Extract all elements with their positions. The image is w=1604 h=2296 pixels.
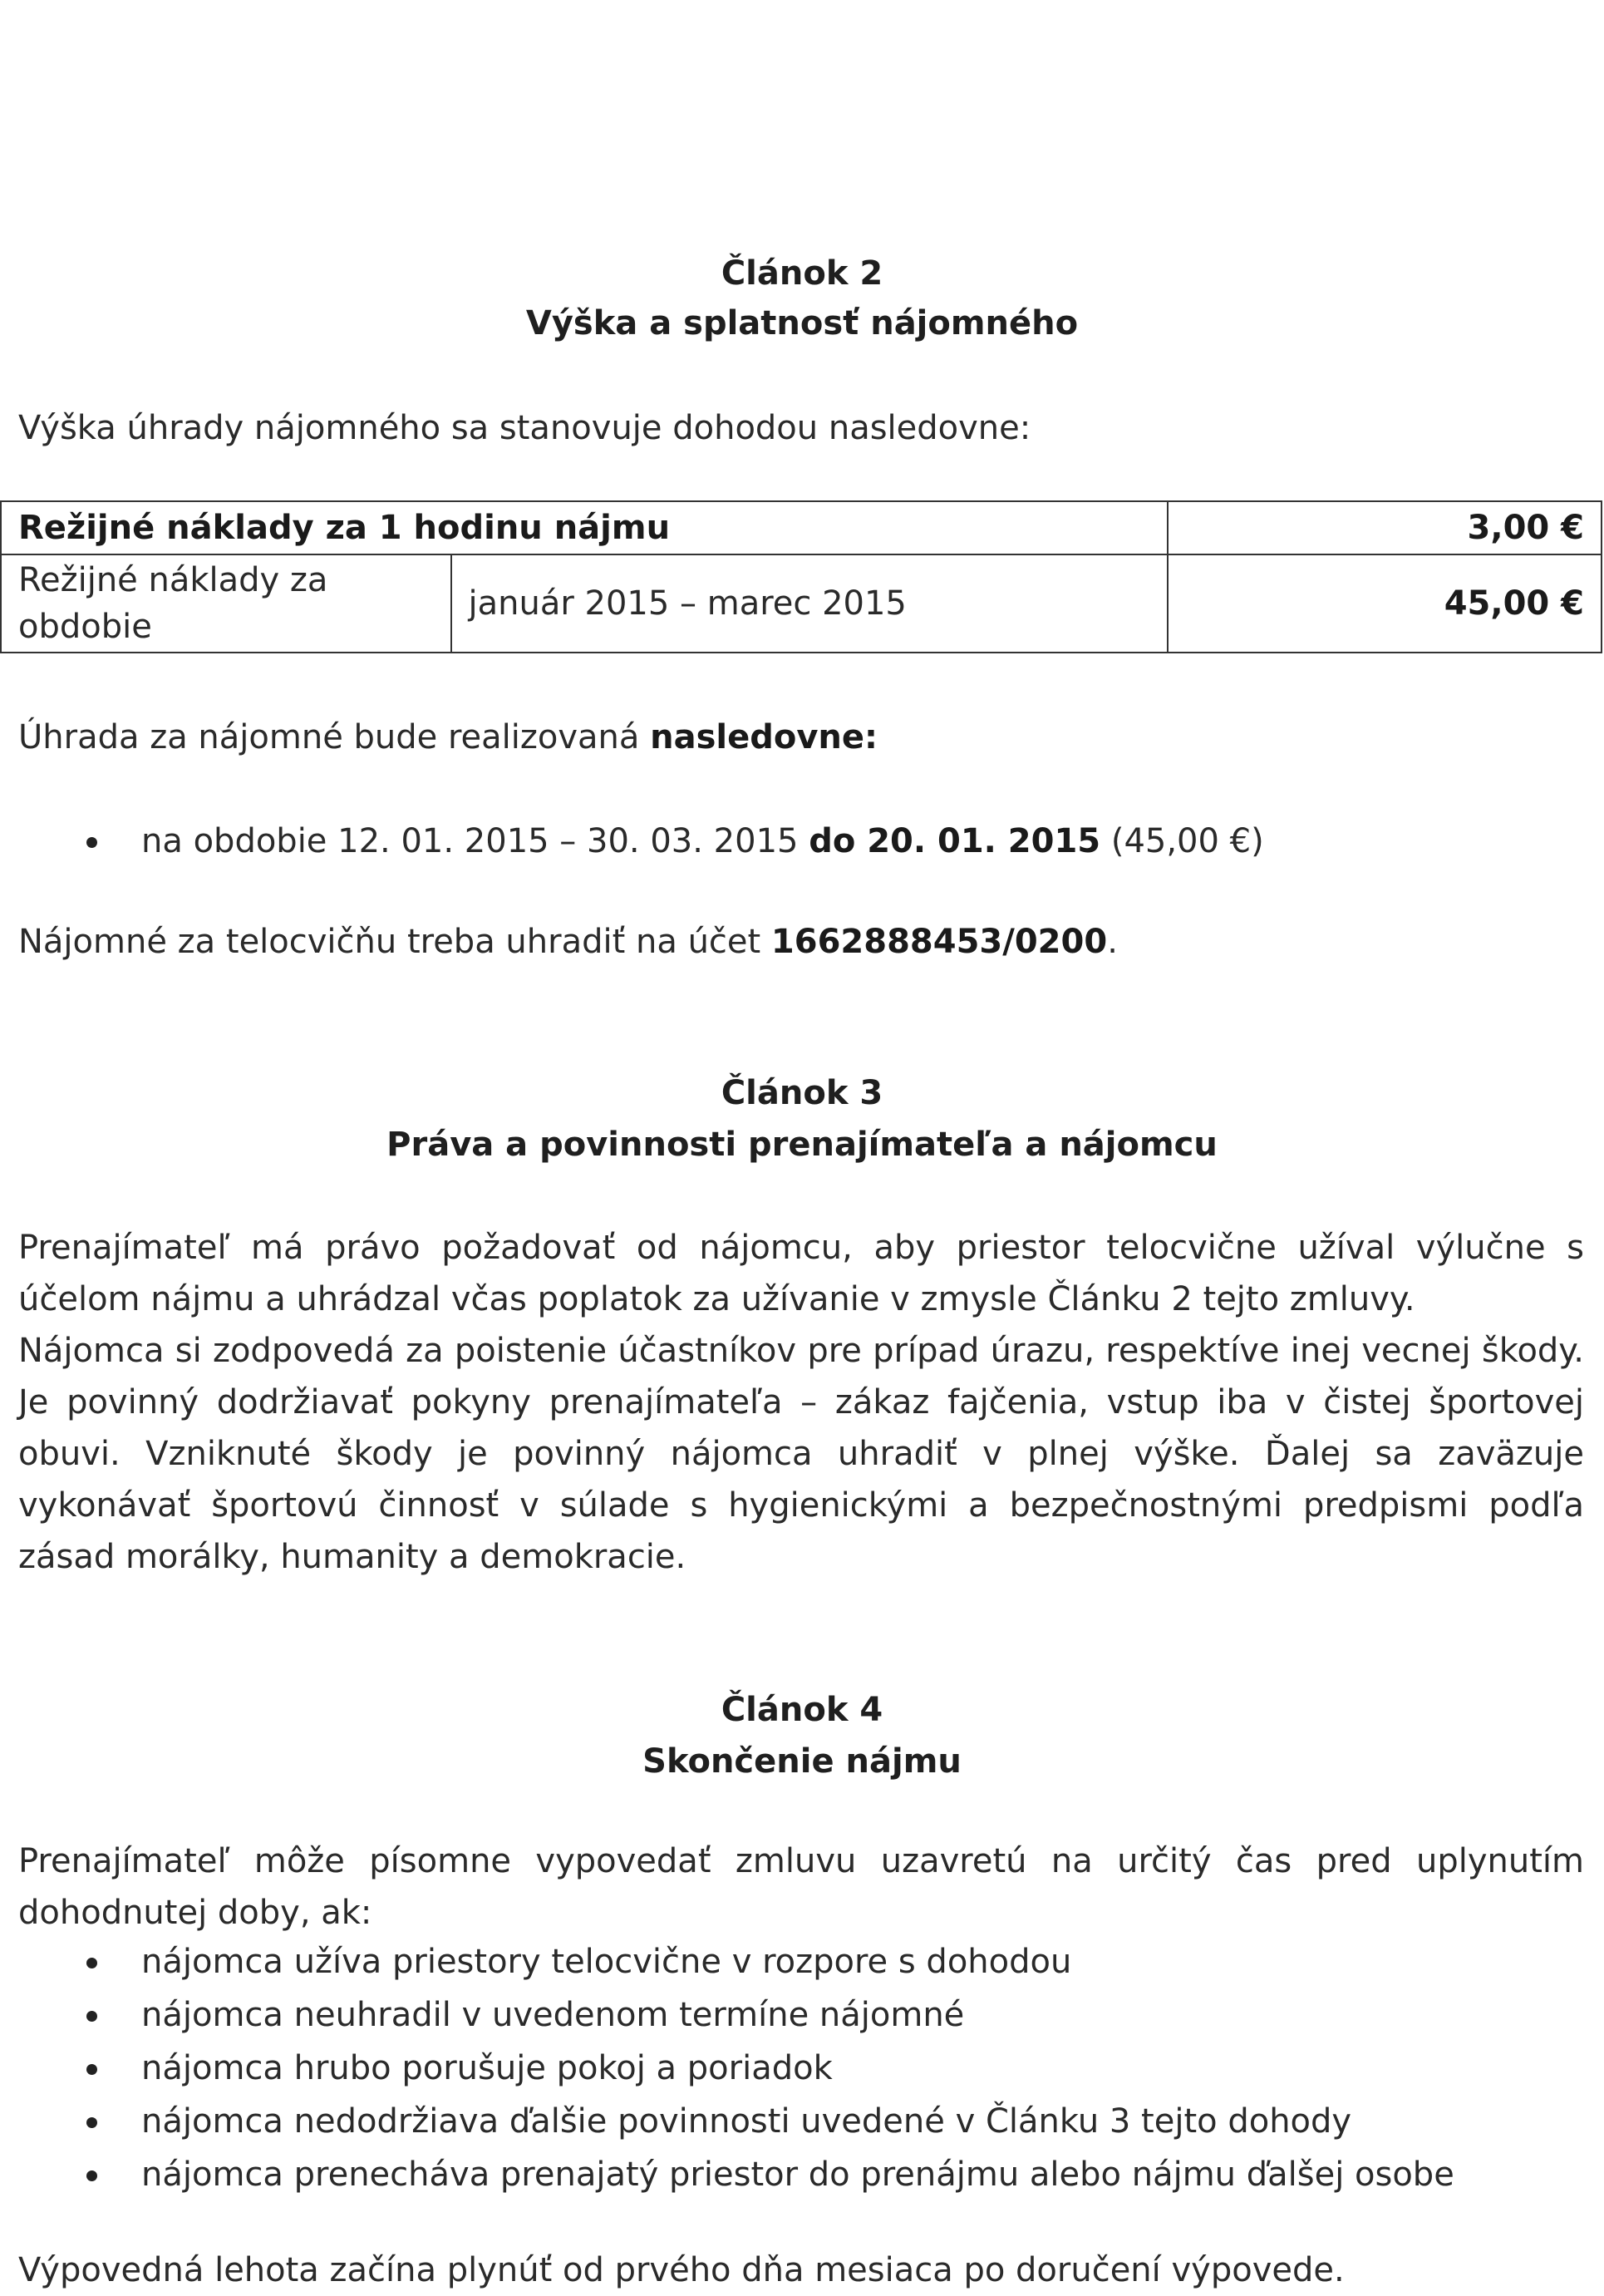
termination-reason-item bbox=[0, 1988, 1579, 2042]
termination-reason-text: nájomca užíva priestory telocvične v rozpore s dohodou bbox=[141, 1943, 1072, 1981]
fee-table-row-hourly bbox=[1, 501, 1602, 554]
termination-reason-item bbox=[0, 2042, 1579, 2095]
fee-table bbox=[0, 500, 1602, 653]
bullet-icon bbox=[86, 1958, 97, 1968]
payment-schedule-item bbox=[0, 815, 1579, 868]
account-line bbox=[18, 916, 1584, 968]
payment-intro-text: Úhrada za nájomné bude realizovaná bbox=[18, 718, 651, 756]
payment-period-text: na obdobie 12. 01. 2015 – 30. 03. 2015 bbox=[141, 822, 809, 860]
period-cost-amount: 45,00 € bbox=[1168, 554, 1602, 653]
termination-reason-text: nájomca neuhradil v uvedenom termíne nájomné bbox=[141, 1996, 965, 2034]
termination-reason-item bbox=[0, 1935, 1579, 1988]
article3-paragraph2: Nájomca si zodpovedá za poistenie účastníkov pre prípad úrazu, respektíve inej vecnej škody. Je povinný dodržiavať pokyny prenajímateľa – zákaz fajčenia, vstup iba v čistej športovej obuvi. Vzniknuté škody je povinný nájomca uhradiť v plnej výške. Ďalej sa zaväzuje vykonávať športovú činnosť v súlade s hygienickými a bezpečnostnými predpismi podľa zásad morálky, humanity a demokracie. bbox=[18, 1332, 1584, 1576]
bullet-icon bbox=[86, 837, 97, 848]
article4-subheading: Skončenie nájmu bbox=[642, 1742, 962, 1781]
termination-reason-text: nájomca hrubo porušuje pokoj a poriadok bbox=[141, 2049, 833, 2087]
payment-deadline: do 20. 01. 2015 bbox=[809, 822, 1101, 860]
hourly-cost-amount: 3,00 € bbox=[1168, 501, 1602, 554]
article4-heading: Článok 4 bbox=[721, 1691, 883, 1729]
bullet-icon bbox=[86, 2011, 97, 2022]
account-end: . bbox=[1107, 923, 1118, 961]
payment-amount-text: (45,00 €) bbox=[1100, 822, 1264, 860]
bullet-icon bbox=[86, 2170, 97, 2181]
article3-heading: Článok 3 bbox=[721, 1074, 883, 1112]
notice-period-text: Výpovedná lehota začína plynúť od prvého dňa mesiaca po doručení výpovede. bbox=[18, 2251, 1345, 2289]
account-number: 1662888453/0200 bbox=[770, 923, 1108, 961]
payment-intro bbox=[18, 712, 1584, 763]
article3-subheading: Práva a povinnosti prenajímateľa a nájomcu bbox=[386, 1126, 1218, 1164]
bullet-icon bbox=[86, 2117, 97, 2128]
bullet-icon bbox=[86, 2064, 97, 2075]
termination-reason-item bbox=[0, 2095, 1579, 2148]
article4-intro: Prenajímateľ môže písomne vypovedať zmluvu uzavretú na určitý čas pred uplynutím dohodnutej doby, ak: bbox=[18, 1842, 1584, 1932]
termination-reason-item bbox=[0, 2148, 1579, 2201]
article2-intro: Výška úhrady nájomného sa stanovuje dohodou nasledovne: bbox=[18, 409, 1031, 447]
article2-heading: Článok 2 bbox=[721, 254, 883, 293]
article3-paragraph1: Prenajímateľ má právo požadovať od nájomcu, aby priestor telocvične užíval výlučne s účelom nájmu a uhrádzal včas poplatok za užívanie v zmysle Článku 2 tejto zmluvy. bbox=[18, 1229, 1584, 1318]
termination-reason-text: nájomca nedodržiava ďalšie povinnosti uvedené v Článku 3 tejto dohody bbox=[141, 2102, 1352, 2141]
period-range: január 2015 – marec 2015 bbox=[451, 554, 1169, 653]
fee-table-row-period bbox=[1, 554, 1602, 653]
hourly-cost-label: Režijné náklady za 1 hodinu nájmu bbox=[1, 501, 1168, 554]
termination-reason-text: nájomca prenecháva prenajatý priestor do prenájmu alebo nájmu ďalšej osobe bbox=[141, 2156, 1454, 2194]
termination-reasons-list bbox=[0, 1935, 1579, 2201]
payment-schedule-list bbox=[0, 815, 1579, 868]
account-text: Nájomné za telocvičňu treba uhradiť na účet bbox=[18, 923, 771, 961]
payment-intro-bold: nasledovne: bbox=[650, 718, 878, 756]
article2-subheading: Výška a splatnosť nájomného bbox=[525, 304, 1079, 342]
period-cost-label: Režijné náklady za obdobie bbox=[1, 554, 451, 653]
